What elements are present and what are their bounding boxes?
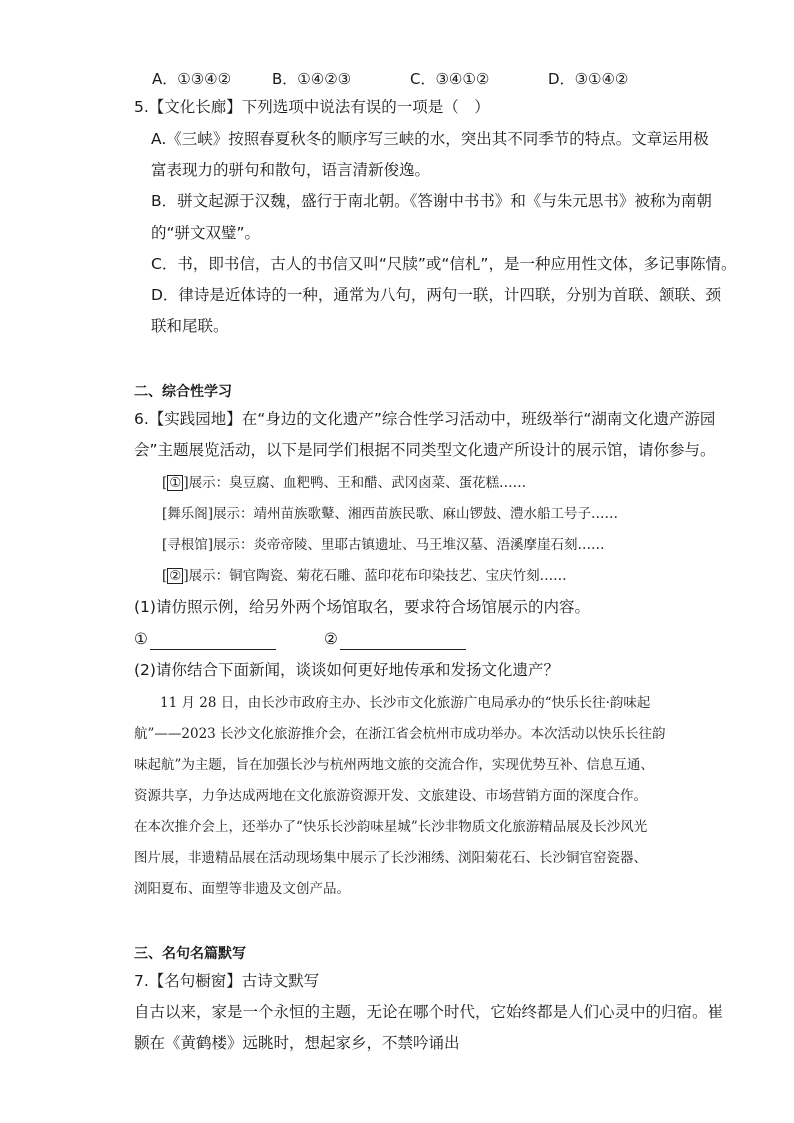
news-line-6: 图片展，非遗精品展在活动现场集中展示了长沙湘绣、浏阳菊花石、长沙铜官窑瓷器、 — [134, 850, 647, 866]
q6-subquestion-1: (1)请仿照示例，给另外两个场馆取名，要求符合场馆展示的内容。 — [134, 598, 590, 616]
q7-paragraph-line2: 颢在《黄鹤楼》远眺时，想起家乡，不禁吟诵出 — [134, 1034, 460, 1052]
news-line-1: 11 月 28 日，由长沙市政府主办、长沙市文化旅游广电局承办的“快乐长往·韵味起 — [160, 695, 651, 711]
q5-option-a-line1: A.《三峡》按照春夏秋冬的顺序写三峡的水，突出其不同季节的特点。文章运用极 — [151, 130, 709, 148]
answer-blank-1[interactable]: ① — [134, 628, 276, 650]
hall-item-3: [寻根馆]展示：炎帝帝陵、里耶古镇遗址、马王堆汉墓、浯溪摩崖石刻…… — [162, 537, 605, 553]
section-heading-2: 二、综合性学习 — [134, 384, 232, 400]
option-d: D．③①④② — [548, 70, 629, 88]
section-heading-3: 三、名句名篇默写 — [134, 946, 246, 962]
news-line-7: 浏阳夏布、面塑等非遗及文创产品。 — [134, 881, 350, 897]
news-line-4: 资源共享，力争达成两地在文化旅游资源开发、文旅建设、市场营销方面的深度合作。 — [134, 788, 647, 804]
option-c: C．③④①② — [410, 70, 490, 88]
question-6-stem-line1: 6.【实践园地】在“身边的文化遗产”综合性学习活动中，班级举行“湖南文化遗产游园 — [134, 410, 716, 428]
question-5-stem: 5.【文化长廊】下列选项中说法有误的一项是（ ） — [134, 98, 490, 116]
news-line-3: 味起航”为主题，旨在加强长沙与杭州两地文旅的交流合作，实现优势互补、信息互通、 — [134, 757, 654, 773]
q5-option-b-line2: 的“骈文双璧”。 — [151, 224, 261, 242]
news-line-5: 在本次推介会上，还举办了“快乐长沙韵味星城”长沙非物质文化旅游精品展及长沙风光 — [134, 819, 648, 835]
q5-option-c: C．书，即书信，古人的书信又叫“尺牍”或“信札”，是一种应用性文体，多记事陈情。 — [151, 255, 737, 273]
question-6-stem-line2: 会”主题展览活动，以下是同学们根据不同类型文化遗产所设计的展示馆，请你参与。 — [134, 441, 716, 459]
news-line-2: 航”——2023 长沙文化旅游推介会，在浙江省会杭州市成功举办。本次活动以快乐长往韵 — [134, 726, 666, 742]
q5-option-a-line2: 富表现力的骈句和散句，语言清新俊逸。 — [151, 161, 431, 179]
q5-option-d-line1: D．律诗是近体诗的一种，通常为八句，两句一联，计四联，分别为首联、颔联、颈 — [151, 286, 721, 304]
question-7-stem: 7.【名句橱窗】古诗文默写 — [134, 972, 320, 990]
q6-subquestion-2: (2)请你结合下面新闻，谈谈如何更好地传承和发扬文化遗产？ — [134, 661, 559, 679]
option-b: B．①④②③ — [272, 70, 352, 88]
q7-paragraph-line1: 自古以来，家是一个永恒的主题，无论在哪个时代，它始终都是人们心灵中的归宿。崔 — [134, 1003, 724, 1021]
hall-item-4: [ ② ]展示：铜官陶瓷、菊花石雕、蓝印花布印染技艺、宝庆竹刻…… — [162, 568, 567, 584]
hall-item-2: [舞乐阁]展示：靖州苗族歌鼙、湘西苗族民歌、麻山锣鼓、澧水船工号子…… — [162, 506, 619, 522]
option-a: A．①③④② — [152, 70, 232, 88]
answer-blank-2[interactable]: ② — [324, 628, 466, 650]
hall-item-1: [ ① ]展示：臭豆腐、血粑鸭、王和醋、武冈卤菜、蛋花糕…… — [162, 475, 527, 491]
q5-option-b-line1: B．骈文起源于汉魏，盛行于南北朝。《答谢中书书》和《与朱元思书》被称为南朝 — [151, 192, 712, 210]
q5-option-d-line2: 联和尾联。 — [151, 317, 229, 335]
